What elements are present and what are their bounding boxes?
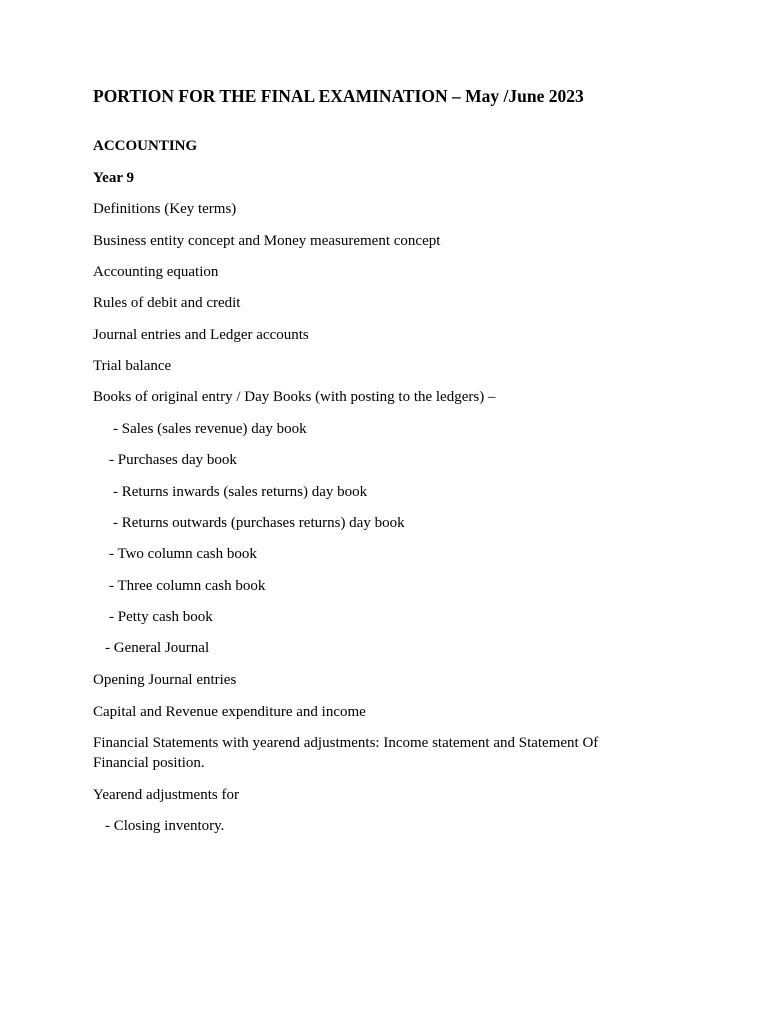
day-book-item: - Returns inwards (sales returns) day book xyxy=(113,484,368,500)
topic-item: Journal entries and Ledger accounts xyxy=(93,327,309,343)
day-book-item: - General Journal xyxy=(105,640,210,656)
topic-item: Definitions (Key terms) xyxy=(93,201,237,217)
day-book-item: - Two column cash book xyxy=(109,546,257,562)
day-book-item: - Sales (sales revenue) day book xyxy=(113,421,307,437)
topic-item: Rules of debit and credit xyxy=(93,295,241,311)
year-heading: Year 9 xyxy=(93,170,134,186)
topic-item: Capital and Revenue expenditure and income xyxy=(93,704,366,720)
adjustment-item: - Closing inventory. xyxy=(105,818,225,834)
day-book-item: - Three column cash book xyxy=(109,578,266,594)
topic-item: Books of original entry / Day Books (with posting to the ledgers) – xyxy=(93,389,496,405)
topic-item: Business entity concept and Money measurement concept xyxy=(93,233,441,249)
topic-item: Trial balance xyxy=(93,358,172,374)
day-book-item: - Returns outwards (purchases returns) day book xyxy=(113,515,405,531)
day-book-item: - Purchases day book xyxy=(109,452,237,468)
subject-heading: ACCOUNTING xyxy=(93,138,198,154)
topic-item: Opening Journal entries xyxy=(93,672,237,688)
document-title: PORTION FOR THE FINAL EXAMINATION – May /June 2023 xyxy=(93,86,584,106)
day-book-item: - Petty cash book xyxy=(109,609,213,625)
topic-item: Accounting equation xyxy=(93,264,219,280)
topic-item: Yearend adjustments for xyxy=(93,787,239,803)
topic-item: Financial Statements with yearend adjustments: Income statement and Statement Of Financial position. xyxy=(93,735,599,771)
